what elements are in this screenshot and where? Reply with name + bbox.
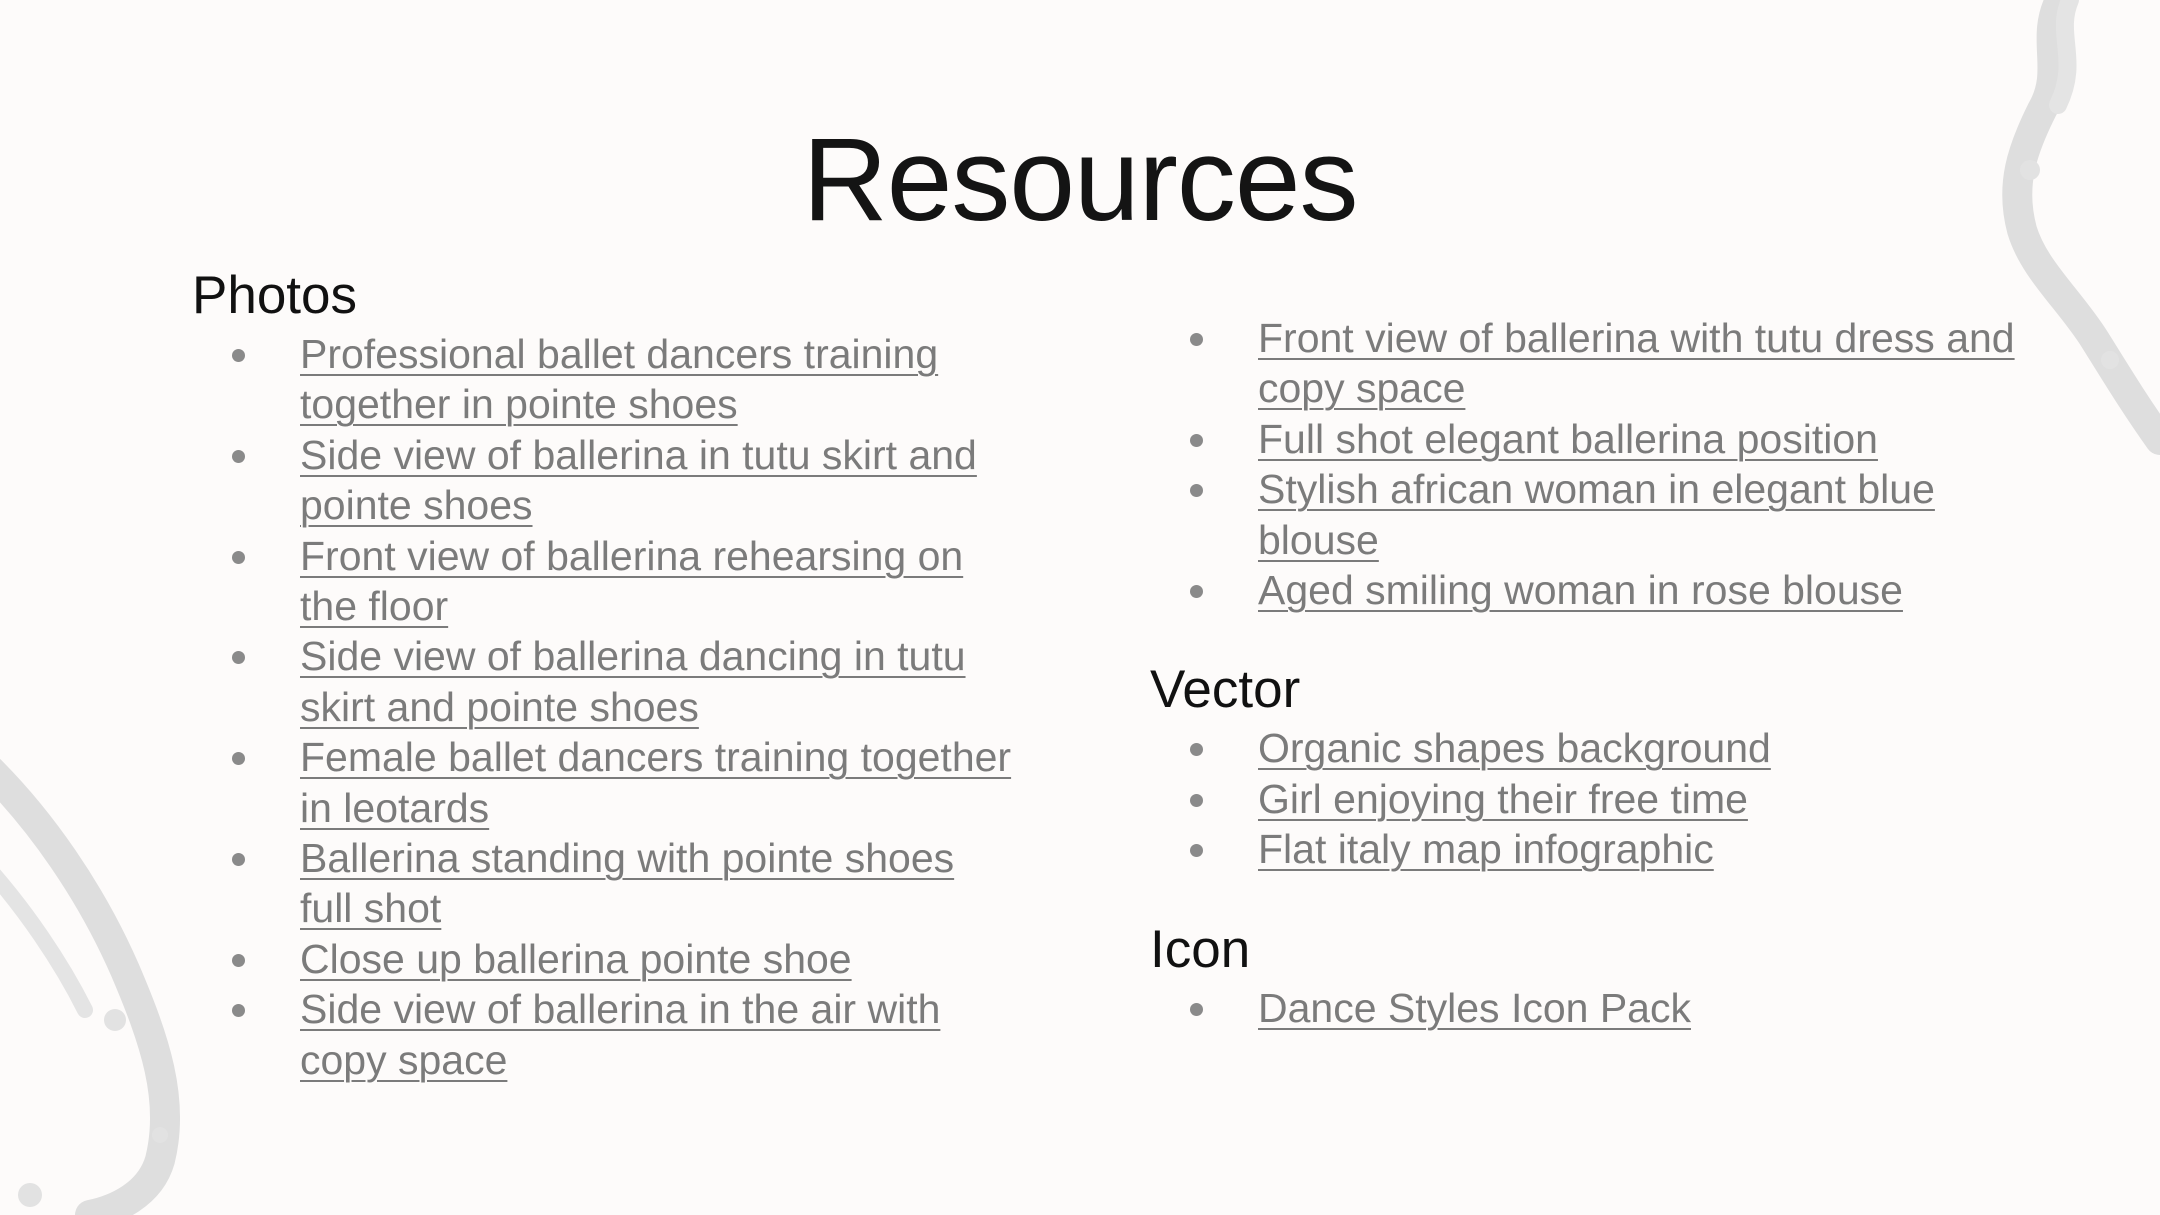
bullet-icon — [1190, 434, 1203, 447]
icon-pack-link[interactable]: Dance Styles Icon Pack — [1258, 984, 1691, 1031]
vector-link[interactable]: Organic shapes background — [1258, 725, 1771, 772]
section-heading-photos: Photos — [192, 266, 358, 325]
list-item — [192, 984, 1012, 1085]
photo-link[interactable]: Front view of ballerina with tutu dress and copy space — [1258, 315, 2015, 412]
list-item — [1150, 464, 2020, 565]
list-item — [1150, 824, 2020, 874]
vector-link[interactable]: Girl enjoying their free time — [1258, 775, 1748, 822]
bullet-icon — [1190, 1003, 1203, 1016]
photos-link-list-continued — [1150, 313, 2020, 615]
section-heading-icon: Icon — [1150, 919, 1251, 979]
bullet-icon — [1190, 794, 1203, 807]
list-item — [1150, 313, 2020, 414]
bullet-icon — [1190, 844, 1203, 857]
bullet-icon — [232, 551, 245, 564]
photo-link[interactable]: Stylish african woman in elegant blue blouse — [1258, 466, 1935, 563]
vector-link[interactable]: Flat italy map infographic — [1258, 826, 1714, 873]
list-item — [1150, 774, 2020, 824]
bullet-icon — [1190, 333, 1203, 346]
photo-link[interactable]: Aged smiling woman in rose blouse — [1258, 567, 1903, 614]
bullet-icon — [1190, 484, 1203, 497]
page-title: Resources — [802, 114, 1358, 246]
list-item — [192, 329, 1012, 430]
list-item — [192, 531, 1012, 632]
photo-link[interactable]: Professional ballet dancers training together in pointe shoes — [300, 331, 939, 428]
list-item — [192, 430, 1012, 531]
brush-stroke-decoration-bottom-left — [0, 740, 200, 1215]
list-item — [192, 732, 1012, 833]
bullet-icon — [232, 752, 245, 765]
photo-link[interactable]: Side view of ballerina in tutu skirt and pointe shoes — [300, 431, 977, 529]
list-item — [192, 934, 1012, 984]
photo-link[interactable]: Front view of ballerina rehearsing on the floor — [300, 532, 964, 630]
photo-link[interactable]: Female ballet dancers training together in leotards — [300, 734, 1012, 831]
bullet-icon — [232, 853, 245, 866]
bullet-icon — [232, 450, 245, 463]
list-item — [1150, 723, 2020, 773]
list-item — [1150, 983, 2020, 1033]
bullet-icon — [232, 349, 245, 362]
photos-link-list — [192, 329, 1012, 1085]
photo-link[interactable]: Close up ballerina pointe shoe — [300, 935, 852, 982]
left-column — [192, 263, 1012, 1085]
bullet-icon — [232, 651, 245, 664]
photo-link[interactable]: Full shot elegant ballerina position — [1258, 415, 1878, 462]
bullet-icon — [1190, 743, 1203, 756]
photo-link[interactable]: Ballerina standing with pointe shoes full shot — [300, 835, 955, 932]
list-item — [192, 631, 1012, 732]
icon-link-list — [1150, 983, 2020, 1033]
section-heading-vector: Vector — [1150, 660, 1301, 720]
photo-link[interactable]: Side view of ballerina dancing in tutu skirt and pointe shoes — [300, 633, 966, 730]
bullet-icon — [232, 954, 245, 967]
photo-link[interactable]: Side view of ballerina in the air with copy space — [300, 986, 941, 1083]
list-item — [1150, 565, 2020, 615]
vector-link-list — [1150, 723, 2020, 874]
bullet-icon — [1190, 585, 1203, 598]
bullet-icon — [232, 1004, 245, 1017]
list-item — [1150, 414, 2020, 464]
list-item — [192, 833, 1012, 934]
right-column — [1150, 313, 2020, 1033]
